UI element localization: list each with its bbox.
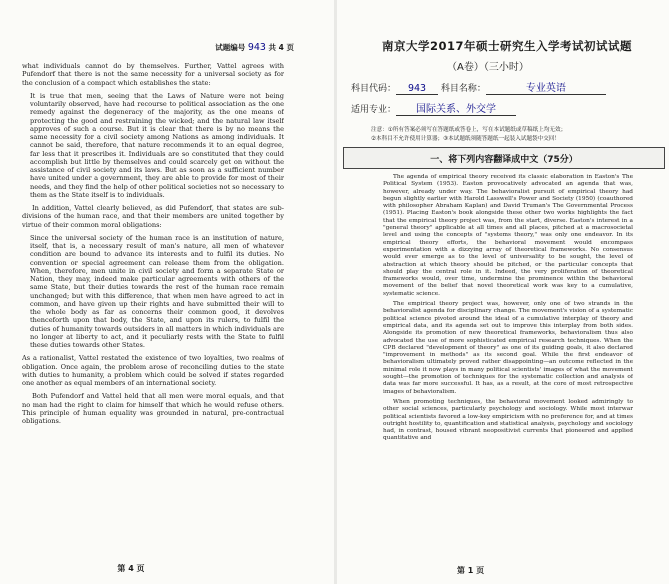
block-quote: It is true that men, seeing that the Laws of Nature were not being voluntarily observed, have had recourse to political association as the one remedy against the degeneracy of the majority, as the one means of protecting the good and restraining the wicked; and the natural law itself approves of such a course. But it is clear that there is by no means the same necessity for a civil society among Nations as among individuals. It cannot be said, therefore, that nature recommends it to an equal degree, far less that it prescribes it. Individuals are so constituted that they could accomplish but little by themselves and could scarcely get on without the assistance of civil society and its laws. But as soon as a sufficient number have united under a government, they are able to provide for most of their needs, and they find the help of other political societies not so necessary to them as the State itself is to individuals. [30,91,284,199]
right-body-text [383,174,633,558]
paragraph: The empirical theory project was, however, only one of two strands in the behavioralist agenda for disciplinary change. The movement's vision of a systematic political science pivoted around the ideal of a cumulative interplay of theory and empirical data, and its agenda set out to improve this interplay from both sides. Alongside its promotion of new theoretical frameworks, behavioralism thus also advocated the use of more sophisticated empirical research techniques. When the CPB declared "development of theory" as one of its guiding goals, it also declared "improvement in methods" as its second goal. While the first endeavor of behavioralism ultimately proved rather disappointing—an outcome reflected in the minimal role it now plays in many political scientists' images of what the movement sought—the promotion of techniques for the systematic collection and analysis of data was far more successful. It has, as a result, at the core of most retrospective images of behavioralism. [383,301,633,395]
total-pages: 共 4 页 [268,43,294,52]
exam-number-value: 943 [247,42,266,53]
major-label: 适用专业： [351,105,397,115]
section-heading: 一、将下列内容翻译成中文（75分） [430,155,578,165]
paragraph: The agenda of empirical theory received its classic elaboration in Easton's The Political System (1953). Easton provocatively advocated an agenda that was, however, already under way. The behavioralist pursuit of empirical theory had begun slightly earlier with Harold Lasswell's Power and Society (1950) (coauthored with philosopher Abraham Kaplan) and David Truman's The Governmental Process (1951). Placing Easton's book alongside these other two works highlights the fact that the empirical theory project was, from the start, diverse. Easton's interest in a "general theory" applicable at all times and all places, pitched at a macrosocietal level and using the concepts of "systems theory," was only one endeavor. In its empirical theory efforts, the behavioral movement would encompass experimentation with a dizzying array of theoretical frameworks. No consensus would ever emerge as to the level of universality to be sought, the level of abstraction at which theory should be pitched, or the particular concepts that should play the central role in it. Indeed, the very proliferation of theoretical frameworks would, over time, undermine the prominence within the behavioral movement of the belief that novel theoretical work was key to a cumulative, systematic science. [383,174,633,297]
paper-type: （A卷）（三小时） [447,62,529,73]
exam-title: 南京大学2017年硕士研究生入学考试初试试题 [381,39,632,53]
exam-number-label: 试题编号 [215,43,246,52]
paragraph: In addition, Vattel clearly believed, as did Pufendorf, that states are sub-divisions of the human race, and that their members are united together by virtue of their common moral obligations: [22,204,284,229]
major-row [351,100,669,116]
page-number: 第 1 页 [457,566,485,575]
paragraph: Both Pufendorf and Vattel held that all men were moral equals, and that no man had the right to claim for himself that which he would refuse others. This principle of human equality was grounded in natural, pre-contractual obligations. [22,392,284,425]
block-quote: Since the universal society of the human race is an institution of nature, itself, that is, a necessary result of man's nature, all men of whatever condition are bound to advance its interests and to fulfil its duties. No convention or special agreement can release them from the obligation. When, therefore, men unite in civil society and form a separate State or Nation, they may, indeed make particular agreements with others of the same State, but their duties towards the rest of the human race remain unchanged; but with this difference, that when men have agreed to act in common, and have given up their rights and have submitted their will to the whole body as far as concerns their common good, it devolves thenceforth upon that body, the State, and upon its rulers, to fulfil the duties of humanity towards outsiders in all matters in which individuals are no longer at liberty to act, and it peculiarly rests with the State to fulfil these duties towards other States. [30,233,284,349]
subject-name-label: 科目名称： [440,84,486,94]
subject-row [351,79,669,95]
subject-code-value: 943 [396,83,438,95]
paragraph: When promoting techniques, the behavioral movement looked admiringly to other social sciences, particularly psychology and sociology. While most interwar political scientists favored a low-key empiricism with no preference for, and at times outright hostility to, quantification and statistical analysis, psychology and sociology had, in contrast, housed vibrant neopositivist currents that pioneered and applied quantitative and [383,398,633,442]
subject-code-label: 科目代码： [351,84,397,94]
exam-number-header [215,42,294,53]
subject-name-value: 专业英语 [486,79,606,95]
paragraph: As a rationalist, Vattel restated the existence of two loyalties, two realms of obligation. Once again, the problem arose of reconciling duties to the state with duties to humanity, a problem which could be solved if states regarded one another as equal members of an international society. [22,354,284,387]
exam-note-2: ②本科目不允许使用计算器；③本试题纸须随答题纸一起装入试题袋中交回！ [371,136,561,142]
page-number: 第 4 页 [117,564,145,573]
paragraph: what individuals cannot do by themselves. Further, Vattel agrees with Pufendorf that there is not the same necessity for a universal society as for the conclusion of a compact which establishes the state: [22,62,284,87]
right-page [337,0,669,584]
section-heading-box [343,147,665,169]
major-value: 国际关系、外交学 [396,100,516,116]
exam-note-1: 注意：①所有答案必须写在答题纸或答卷上，写在本试题纸或草稿纸上均无效； [371,127,567,133]
left-page [0,0,334,584]
left-body-text [22,62,284,552]
